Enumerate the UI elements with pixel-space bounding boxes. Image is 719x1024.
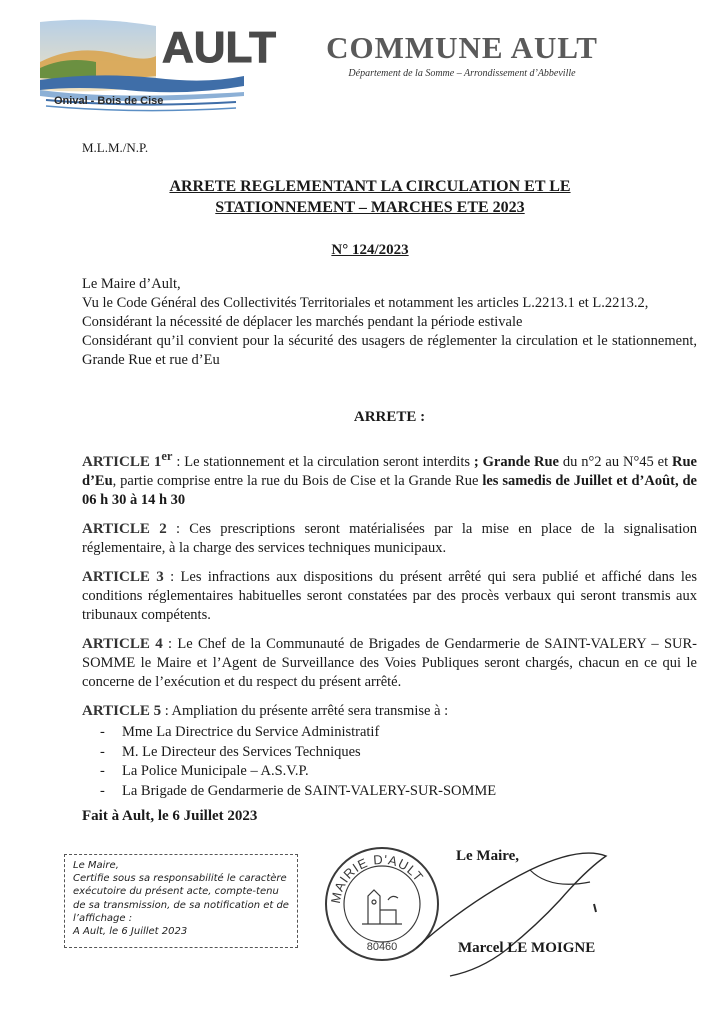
article-3-label: ARTICLE 3: [82, 569, 164, 585]
certification-line: de sa transmission, de sa notification et de: [73, 899, 289, 911]
document-title-line-2: STATIONNEMENT – MARCHES ETE 2023: [215, 199, 525, 216]
preamble-line: Le Maire d’Ault,: [82, 276, 181, 292]
article-4: ARTICLE 4 : Le Chef de la Communauté de Brigades de Gendarmerie de SAINT-VALERY – SUR-SOMME le Maire et l’Agent de Surveillance des Voies Publiques seront chargés, chacun en ce qui le concerne de l’exécution et du respect du présent arrêté.: [82, 636, 697, 690]
svg-text:80460: 80460: [366, 941, 398, 953]
document-title: [130, 176, 610, 218]
list-item: - La Police Municipale – A.S.V.P.: [100, 763, 309, 779]
articles: [82, 447, 697, 811]
document-number: N° 124/2023: [331, 242, 409, 258]
certification-line: A Ault, le 6 Juillet 2023: [73, 926, 188, 938]
commune-logo: [36, 16, 277, 118]
ault-logo-graphic: [36, 16, 277, 118]
document-title-line-1: ARRETE REGLEMENTANT LA CIRCULATION ET LE: [169, 178, 571, 195]
certification-line: Le Maire,: [73, 860, 119, 871]
article-5-label: ARTICLE 5: [82, 703, 162, 719]
preamble-line: Considérant la nécessité de déplacer les marchés pendant la période estivale: [82, 314, 523, 330]
preamble-line: Considérant qu’il convient pour la sécurité des usagers de réglementer la circulation et le stationnement, Grande Rue et rue d’Eu: [82, 333, 697, 368]
handwritten-signature: [410, 830, 630, 980]
article-1: ARTICLE 1er : Le stationnement et la circulation seront interdits ; Grande Rue du n°2 au N°45 et Rue d’Eu, partie comprise entre la rue du Bois de Cise et la Grande Rue les samedis de Juillet et d’Août, de 06 h 30 à 14 h 30: [82, 449, 697, 508]
recipient-list: [82, 723, 697, 801]
commune-title: COMMUNE AULT: [326, 30, 598, 65]
article-5: ARTICLE 5 : Ampliation du présente arrêté sera transmise à : - Mme La Directrice du Service Administratif - M. Le Directeur des Services Techniques - La Police Municipale – A.S.V.P. - La Brigade de Gendarmerie de SAINT-VALERY-SUR-SOMME: [82, 702, 697, 801]
logo-sub-text: Onival - Bois de Cise: [54, 95, 164, 107]
mayor-name: Marcel LE MOIGNE: [458, 940, 596, 956]
article-1-label: ARTICLE 1er: [82, 449, 173, 470]
article-3: ARTICLE 3 : Les infractions aux dispositions du présent arrêté qui sera publié et affiché dans les conditions réglementaires habituelles seront constatées par des procès verbaux qui seront transmis aux tribunaux compétents.: [82, 569, 697, 623]
document-reference: M.L.M./N.P.: [82, 140, 149, 155]
article-4-label: ARTICLE 4: [82, 636, 163, 652]
article-2: ARTICLE 2 : Ces prescriptions seront matérialisées par la mise en place de la signalisation réglementaire, à la charge des services techniques municipaux.: [82, 521, 698, 556]
svg-text:MAIRIE D'AULT: MAIRIE D'AULT: [327, 851, 427, 905]
certification-line: l’affichage :: [73, 912, 133, 924]
certification-box: [64, 854, 298, 948]
signed-at: Fait à Ault, le 6 Juillet 2023: [82, 808, 258, 824]
preamble-line: Vu le Code Général des Collectivités Territoriales et notamment les articles L.2213.1 et L.2213.2,: [82, 295, 649, 311]
logo-main-text: AULT: [162, 23, 277, 72]
article-2-label: ARTICLE 2: [82, 521, 167, 537]
mayor-signature: [410, 830, 630, 980]
mayor-title: Le Maire,: [456, 848, 520, 864]
certification-line: Certifie sous sa responsabilité le caractère: [73, 873, 287, 885]
arrete-heading: ARRETE :: [353, 409, 426, 425]
list-item: - La Brigade de Gendarmerie de SAINT-VALERY-SUR-SOMME: [100, 782, 497, 799]
list-item: - M. Le Directeur des Services Techniques: [100, 743, 361, 760]
preamble: [82, 275, 697, 370]
commune-subtitle: Département de la Somme – Arrondissement d’Abbeville: [348, 68, 576, 79]
list-item: - Mme La Directrice du Service Administratif: [100, 724, 380, 740]
certification-line: exécutoire du présent acte, compte-tenu: [73, 886, 279, 898]
